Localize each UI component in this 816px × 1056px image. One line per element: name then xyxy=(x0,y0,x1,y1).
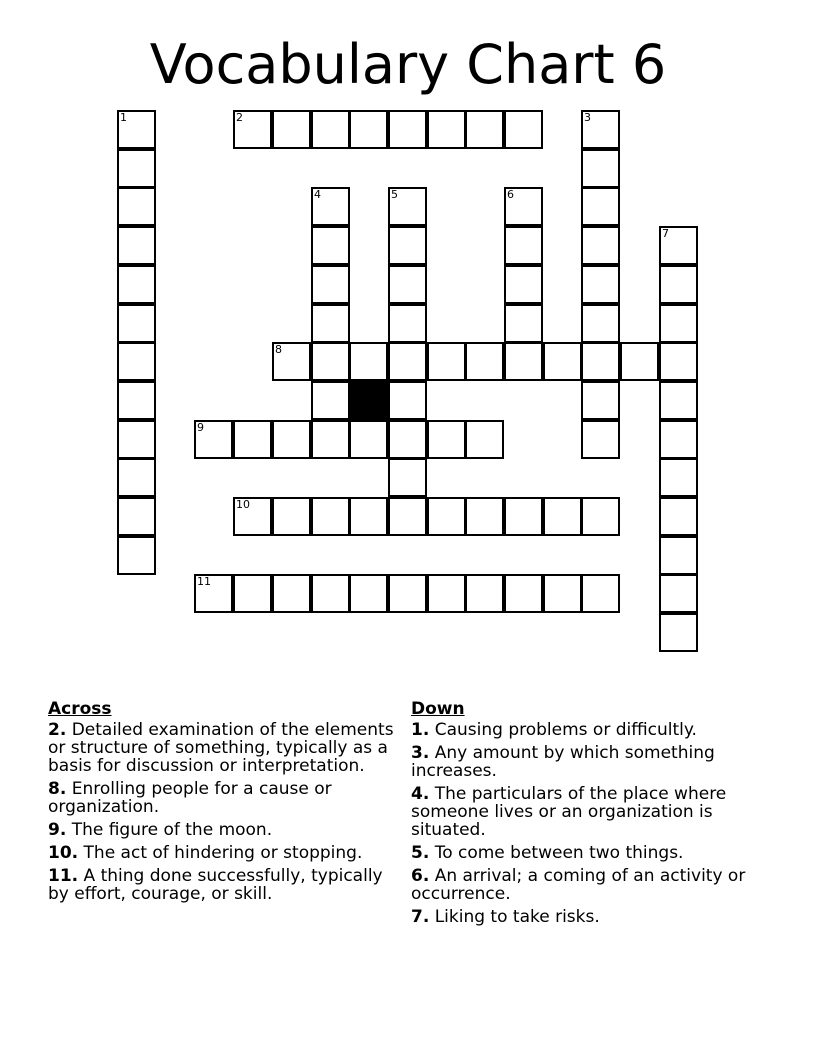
grid-cell[interactable] xyxy=(504,187,543,226)
grid-cell[interactable] xyxy=(504,110,543,149)
grid-cell[interactable] xyxy=(117,458,156,497)
clue-down-7 xyxy=(411,908,761,926)
grid-cell[interactable] xyxy=(659,226,698,265)
grid-cell[interactable] xyxy=(388,420,427,459)
grid-cell[interactable] xyxy=(504,497,543,536)
cell-number: 4 xyxy=(314,188,321,201)
clue-across-10 xyxy=(48,844,398,862)
grid-cell[interactable] xyxy=(465,574,504,613)
grid-cell[interactable] xyxy=(233,497,272,536)
clue-text: A thing done successfully, typically by effort, courage, or skill. xyxy=(48,866,383,904)
clue-number: 9. xyxy=(48,820,67,840)
grid-cell[interactable] xyxy=(581,497,620,536)
clue-number: 4. xyxy=(411,784,430,804)
clue-across-8 xyxy=(48,780,398,816)
grid-cell[interactable] xyxy=(117,381,156,420)
grid-cell[interactable] xyxy=(388,497,427,536)
clue-number: 3. xyxy=(411,743,430,763)
grid-cell[interactable] xyxy=(233,110,272,149)
grid-cell[interactable] xyxy=(311,574,350,613)
cell-number: 8 xyxy=(275,343,282,356)
clue-text: Liking to take risks. xyxy=(434,907,600,927)
grid-cell[interactable] xyxy=(659,613,698,652)
grid-cell[interactable] xyxy=(581,304,620,343)
grid-cell[interactable] xyxy=(311,226,350,265)
grid-cell[interactable] xyxy=(465,497,504,536)
grid-cell[interactable] xyxy=(659,342,698,381)
grid-cell[interactable] xyxy=(272,342,311,381)
grid-cell[interactable] xyxy=(659,265,698,304)
grid-cell[interactable] xyxy=(581,187,620,226)
grid-cell[interactable] xyxy=(388,110,427,149)
grid-cell[interactable] xyxy=(117,149,156,188)
shaded-cell xyxy=(349,381,388,420)
cell-number: 11 xyxy=(197,575,211,588)
grid-cell[interactable] xyxy=(427,497,466,536)
grid-cell[interactable] xyxy=(504,574,543,613)
clue-text: The act of hindering or stopping. xyxy=(83,843,363,863)
grid-cell[interactable] xyxy=(659,458,698,497)
grid-cell[interactable] xyxy=(272,574,311,613)
cell-number: 10 xyxy=(236,498,250,511)
grid-cell[interactable] xyxy=(427,574,466,613)
clue-text: Any amount by which something increases. xyxy=(411,743,715,781)
grid-cell[interactable] xyxy=(581,149,620,188)
clue-down-3 xyxy=(411,744,761,780)
clue-number: 2. xyxy=(48,720,67,740)
grid-cell[interactable] xyxy=(581,265,620,304)
grid-cell[interactable] xyxy=(388,304,427,343)
grid-cell[interactable] xyxy=(233,574,272,613)
grid-cell[interactable] xyxy=(504,265,543,304)
grid-cell[interactable] xyxy=(117,420,156,459)
clue-number: 10. xyxy=(48,843,79,863)
grid-cell[interactable] xyxy=(659,304,698,343)
grid-cell[interactable] xyxy=(349,342,388,381)
grid-cell[interactable] xyxy=(388,381,427,420)
clue-text: The figure of the moon. xyxy=(71,820,273,840)
grid-cell[interactable] xyxy=(117,497,156,536)
clue-down-4 xyxy=(411,785,761,839)
grid-cell[interactable] xyxy=(117,110,156,149)
grid-cell[interactable] xyxy=(194,574,233,613)
grid-cell[interactable] xyxy=(388,187,427,226)
grid-cell[interactable] xyxy=(233,420,272,459)
grid-cell[interactable] xyxy=(311,497,350,536)
grid-cell[interactable] xyxy=(349,420,388,459)
grid-cell[interactable] xyxy=(311,265,350,304)
grid-cell[interactable] xyxy=(504,342,543,381)
grid-cell[interactable] xyxy=(311,342,350,381)
grid-cell[interactable] xyxy=(388,574,427,613)
grid-cell[interactable] xyxy=(117,304,156,343)
grid-cell[interactable] xyxy=(504,304,543,343)
clue-text: Enrolling people for a cause or organization. xyxy=(48,779,332,817)
grid-cell[interactable] xyxy=(117,226,156,265)
grid-cell[interactable] xyxy=(581,381,620,420)
clue-text: Detailed examination of the elements or structure of something, typically as a basis for discussion or interpretation. xyxy=(48,720,394,776)
grid-cell[interactable] xyxy=(620,342,659,381)
grid-cell[interactable] xyxy=(543,342,582,381)
cell-number: 6 xyxy=(507,188,514,201)
grid-cell[interactable] xyxy=(117,265,156,304)
grid-cell[interactable] xyxy=(659,381,698,420)
across-clues xyxy=(48,700,398,908)
grid-cell[interactable] xyxy=(311,381,350,420)
grid-cell[interactable] xyxy=(581,226,620,265)
grid-cell[interactable] xyxy=(659,574,698,613)
grid-cell[interactable] xyxy=(117,536,156,575)
grid-cell[interactable] xyxy=(465,342,504,381)
cell-number: 3 xyxy=(584,111,591,124)
grid-cell[interactable] xyxy=(581,420,620,459)
cell-number: 2 xyxy=(236,111,243,124)
clue-across-9 xyxy=(48,821,398,839)
clue-number: 1. xyxy=(411,720,430,740)
grid-cell[interactable] xyxy=(311,110,350,149)
clue-down-6 xyxy=(411,867,761,903)
grid-cell[interactable] xyxy=(349,497,388,536)
grid-cell[interactable] xyxy=(117,342,156,381)
grid-cell[interactable] xyxy=(581,574,620,613)
grid-cell[interactable] xyxy=(465,420,504,459)
clue-text: Causing problems or difficultly. xyxy=(434,720,697,740)
clue-text: The particulars of the place where someone lives or an organization is situated. xyxy=(411,784,727,840)
grid-cell[interactable] xyxy=(388,265,427,304)
grid-cell[interactable] xyxy=(543,574,582,613)
across-heading: Across xyxy=(48,699,112,719)
grid-cell[interactable] xyxy=(427,110,466,149)
clue-number: 8. xyxy=(48,779,67,799)
clue-across-2 xyxy=(48,721,398,775)
down-clues xyxy=(411,700,761,931)
grid-cell[interactable] xyxy=(311,187,350,226)
grid-cell[interactable] xyxy=(659,497,698,536)
grid-cell[interactable] xyxy=(581,110,620,149)
grid-cell[interactable] xyxy=(427,342,466,381)
grid-cell[interactable] xyxy=(117,187,156,226)
clue-text: To come between two things. xyxy=(434,843,684,863)
grid-cell[interactable] xyxy=(465,110,504,149)
clue-across-11 xyxy=(48,867,398,903)
cell-number: 9 xyxy=(197,421,204,434)
grid-cell[interactable] xyxy=(504,226,543,265)
grid-cell[interactable] xyxy=(388,226,427,265)
grid-cell[interactable] xyxy=(349,574,388,613)
cell-number: 5 xyxy=(391,188,398,201)
grid-cell[interactable] xyxy=(388,458,427,497)
grid-cell[interactable] xyxy=(659,536,698,575)
grid-cell[interactable] xyxy=(427,420,466,459)
clue-text: An arrival; a coming of an activity or occurrence. xyxy=(411,866,746,904)
grid-cell[interactable] xyxy=(194,420,233,459)
grid-cell[interactable] xyxy=(311,304,350,343)
clue-number: 5. xyxy=(411,843,430,863)
clue-number: 7. xyxy=(411,907,430,927)
cell-number: 1 xyxy=(120,111,127,124)
grid-cell[interactable] xyxy=(272,110,311,149)
clue-down-1 xyxy=(411,721,761,739)
grid-cell[interactable] xyxy=(581,342,620,381)
grid-cell[interactable] xyxy=(272,497,311,536)
grid-cell[interactable] xyxy=(388,342,427,381)
clue-number: 11. xyxy=(48,866,79,886)
clue-down-5 xyxy=(411,844,761,862)
grid-cell[interactable] xyxy=(659,420,698,459)
grid-cell[interactable] xyxy=(543,497,582,536)
grid-cell[interactable] xyxy=(311,420,350,459)
down-heading: Down xyxy=(411,699,465,719)
grid-cell[interactable] xyxy=(349,110,388,149)
cell-number: 7 xyxy=(662,227,669,240)
page-title: Vocabulary Chart 6 xyxy=(149,33,667,96)
grid-cell[interactable] xyxy=(272,420,311,459)
clue-number: 6. xyxy=(411,866,430,886)
